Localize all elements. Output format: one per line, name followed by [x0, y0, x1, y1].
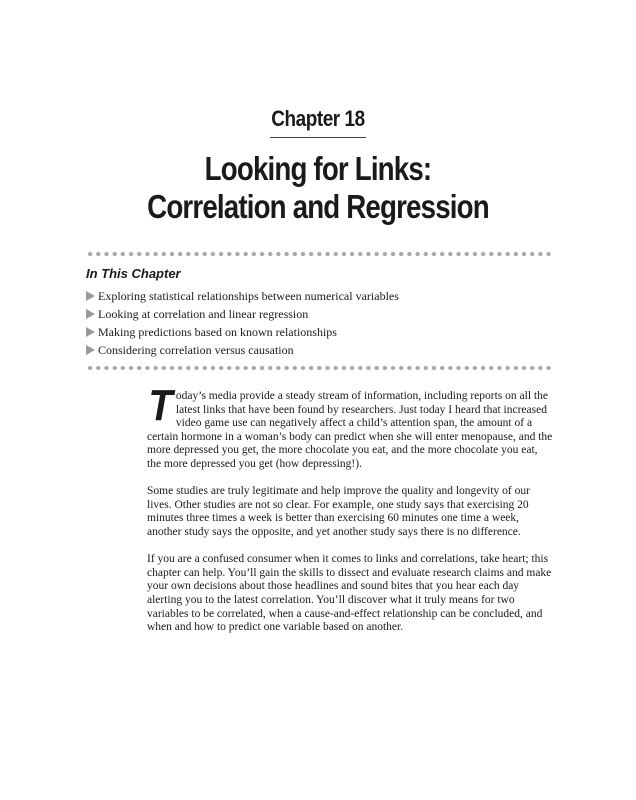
chapter-topics-list	[86, 287, 399, 359]
list-item	[86, 305, 399, 323]
triangle-bullet-icon	[86, 309, 95, 319]
chapter-title-line-1: Looking for Links:	[204, 150, 432, 187]
dotted-divider-bottom	[86, 365, 552, 371]
triangle-bullet-icon	[86, 327, 95, 337]
chapter-label: Chapter 18	[271, 106, 365, 131]
chapter-title-line-2: Correlation and Regression	[147, 188, 489, 225]
body-paragraph-2: Some studies are truly legitimate and help improve the quality and longevity of our lives. Other studies are not so clear. For example, one study says that exercising 20 minutes three times a week is better than exercising 60 minutes one time a week, another study says the opposite, and yet another study says there is no difference.	[147, 485, 530, 538]
in-this-chapter-heading: In This Chapter	[86, 266, 181, 281]
body-paragraph-1	[147, 381, 553, 472]
body-paragraph-1-text: oday’s media provide a steady stream of information, including reports on all the latest links that have been found by researchers. Just today I heard that increased video game use can negatively affect a child’s attention span, the amount of a certain hormone in a woman’s body can predict when she will enter menopause, and the more depressed you get, the more chocolate you eat, and the more chocolate you eat, the more depressed you get (how depressing!).	[147, 390, 553, 470]
list-item-text: Exploring statistical relationships between numerical variables	[98, 289, 399, 303]
list-item	[86, 341, 399, 359]
triangle-bullet-icon	[86, 291, 95, 301]
list-item	[86, 287, 399, 305]
list-item-text: Looking at correlation and linear regression	[98, 307, 309, 321]
body-paragraph-3: If you are a confused consumer when it comes to links and correlations, take heart; this chapter can help. You’ll gain the skills to dissect and evaluate research claims and make your own decisions about those headlines and sound bites that you hear each day alerting you to the latest correlation. You’ll discover what it truly means for two variables to be correlated, when a cause-and-effect relationship can be concluded, and when and how to predict one variable based on another.	[147, 553, 552, 634]
chapter-body	[147, 381, 553, 648]
triangle-bullet-icon	[86, 345, 95, 355]
chapter-rule	[270, 137, 366, 138]
drop-cap: T	[148, 381, 173, 430]
list-item-text: Considering correlation versus causation	[98, 343, 294, 357]
list-item-text: Making predictions based on known relationships	[98, 325, 337, 339]
dotted-divider-top	[86, 251, 552, 257]
chapter-title	[0, 150, 636, 226]
list-item	[86, 323, 399, 341]
